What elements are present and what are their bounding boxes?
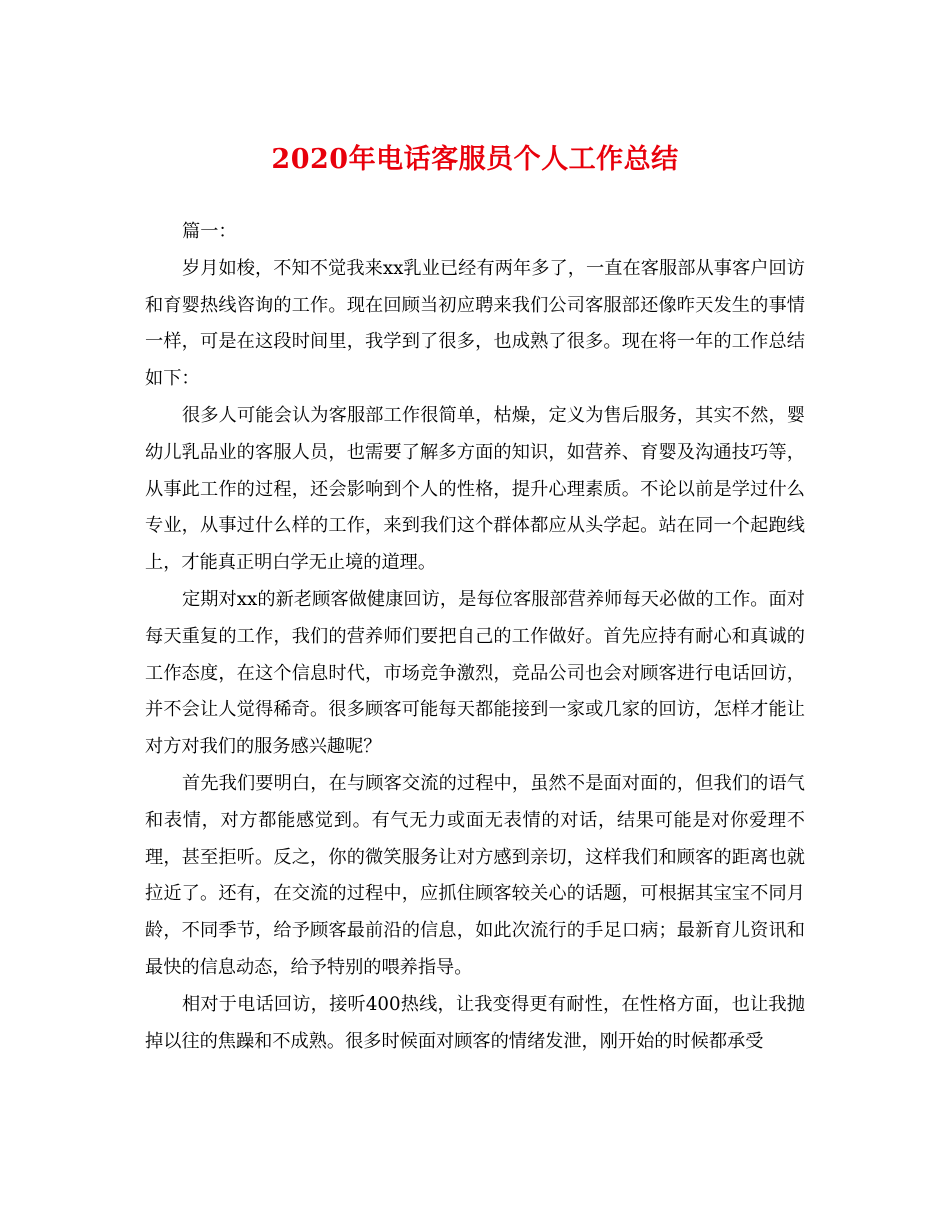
paragraph-health-visits: 定期对xx的新老顾客做健康回访，是每位客服部营养师每天必做的工作。面对每天重复的工作，我们的营养师们要把自己的工作做好。首先应持有耐心和真诚的工作态度，在这个信息时代，市场竞争激烈，竞品公司也会对顾客进行电话回访，并不会让人觉得稀奇。很多顾客可能每天都能接到一家或几家的回访，怎样才能让对方对我们的服务感兴趣呢？ bbox=[145, 588, 805, 758]
document-body bbox=[145, 214, 805, 1060]
paragraph-hotline: 相对于电话回访，接听400热线，让我变得更有耐性，在性格方面，也让我抛掉以往的焦躁和不成熟。很多时候面对顾客的情绪发泄，刚开始的时候都承受 bbox=[145, 993, 805, 1052]
paragraph-intro: 岁月如梭，不知不觉我来xx乳业已经有两年多了，一直在客服部从事客户回访和育婴热线咨询的工作。现在回顾当初应聘来我们公司客服部还像昨天发生的事情一样，可是在这段时间里，我学到了很多，也成熟了很多。现在将一年的工作总结如下： bbox=[145, 257, 805, 390]
paragraph-section-label: 篇一： bbox=[182, 221, 237, 242]
paragraph-knowledge: 很多人可能会认为客服部工作很简单，枯燥，定义为售后服务，其实不然，婴幼儿乳品业的客服人员，也需要了解多方面的知识，如营养、育婴及沟通技巧等，从事此工作的过程，还会影响到个人的性格，提升心理素质。不论以前是学过什么专业，从事过什么样的工作，来到我们这个群体都应从头学起。站在同一个起跑线上，才能真正明白学无止境的道理。 bbox=[145, 404, 805, 574]
document-title: 2020年电话客服员个人工作总结 bbox=[271, 144, 679, 175]
paragraph-communication: 首先我们要明白，在与顾客交流的过程中，虽然不是面对面的，但我们的语气和表情，对方都能感觉到。有气无力或面无表情的对话，结果可能是对你爱理不理，甚至拒听。反之，你的微笑服务让对方感到亲切，这样我们和顾客的距离也就拉近了。还有，在交流的过程中，应抓住顾客较关心的话题，可根据其宝宝不同月龄，不同季节，给予顾客最前沿的信息，如此次流行的手足口病；最新育儿资讯和最快的信息动态，给予特别的喂养指导。 bbox=[145, 772, 805, 978]
